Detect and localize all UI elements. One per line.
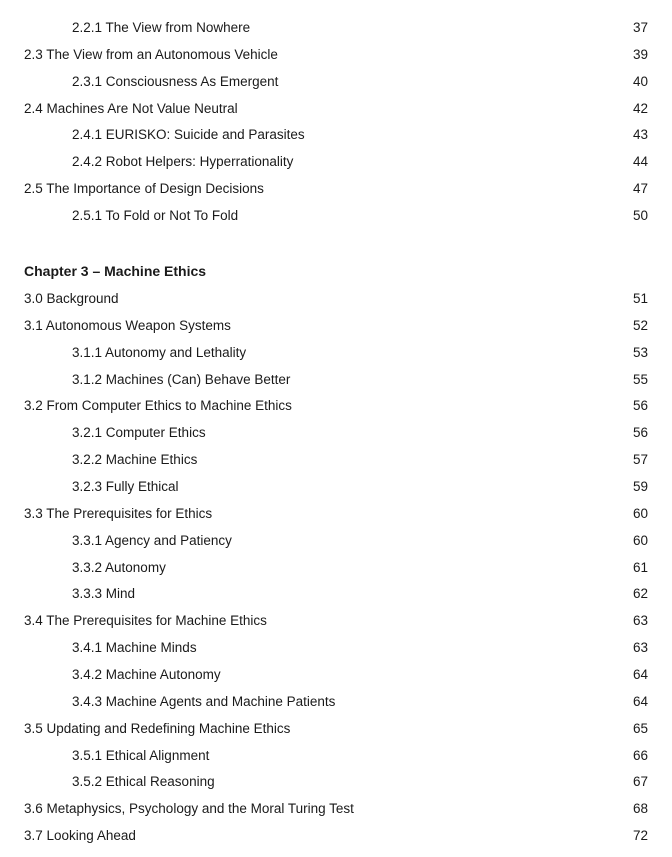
toc-entry-3-5[interactable] (0, 719, 672, 739)
toc-entry-2-5[interactable] (0, 179, 672, 199)
toc-entry-title: 3.2 From Computer Ethics to Machine Ethics (24, 398, 292, 413)
toc-entry-title: 2.3 The View from an Autonomous Vehicle (24, 47, 278, 62)
toc-entry-3-4-1[interactable] (0, 638, 672, 658)
toc-entry-3-2-3[interactable] (0, 477, 672, 497)
toc-entry-title: 3.2.3 Fully Ethical (72, 479, 179, 494)
toc-entry-title: 2.5 The Importance of Design Decisions (24, 181, 264, 196)
toc-entry-title: 2.2.1 The View from Nowhere (72, 20, 251, 35)
toc-entry-3-3[interactable] (0, 504, 672, 524)
toc-entry-title: 3.4.3 Machine Agents and Machine Patients (72, 694, 336, 709)
toc-entry-title: 3.3.3 Mind (72, 586, 136, 601)
toc-entry-title: 3.1.1 Autonomy and Lethality (72, 345, 247, 360)
toc-entry-3-4-3[interactable] (0, 692, 672, 712)
toc-entry-title: 3.5 Updating and Redefining Machine Ethics (24, 721, 291, 736)
toc-entry-page: 57 (632, 452, 648, 467)
toc-entry-3-3-2[interactable] (0, 558, 672, 578)
toc-entry-title: 2.4.1 EURISKO: Suicide and Parasites (72, 127, 305, 142)
toc-entry-title: 3.2.1 Computer Ethics (72, 425, 206, 440)
toc-entry-page: 56 (632, 398, 648, 413)
toc-entry-title: 3.4.2 Machine Autonomy (72, 667, 221, 682)
toc-entry-page: 72 (632, 828, 648, 843)
toc-entry-page: 62 (632, 586, 648, 601)
toc-entry-3-1-1[interactable] (0, 343, 672, 363)
toc-entry-page: 51 (632, 291, 648, 306)
toc-entry-title: 2.3.1 Consciousness As Emergent (72, 74, 279, 89)
toc-entry-title: 3.1 Autonomous Weapon Systems (24, 318, 231, 333)
toc-entry-3-2-2[interactable] (0, 450, 672, 470)
toc-entry-3-5-1[interactable] (0, 746, 672, 766)
toc-entry-2-3[interactable] (0, 45, 672, 65)
toc-entry-title: 3.6 Metaphysics, Psychology and the Moral Turing Test (24, 801, 354, 816)
toc-entry-2-2-1[interactable] (0, 18, 672, 38)
toc-entry-page: 65 (632, 721, 648, 736)
toc-entry-3-1[interactable] (0, 316, 672, 336)
toc-entry-page: 67 (632, 774, 648, 789)
toc-entry-page: 64 (632, 694, 648, 709)
toc-entry-title: 3.7 Looking Ahead (24, 828, 136, 843)
toc-entry-title: 3.3 The Prerequisites for Ethics (24, 506, 213, 521)
toc-entry-3-1-2[interactable] (0, 370, 672, 390)
toc-entry-page: 37 (632, 20, 648, 35)
toc-entry-2-4-2[interactable] (0, 152, 672, 172)
chapter-heading: Chapter 3 – Machine Ethics (24, 263, 207, 279)
toc-entry-page: 42 (632, 101, 648, 116)
toc-entry-page: 60 (632, 533, 648, 548)
toc-entry-page: 43 (632, 127, 648, 142)
toc-entry-page: 44 (632, 154, 648, 169)
toc-entry-title: 3.1.2 Machines (Can) Behave Better (72, 372, 291, 387)
toc-entry-page: 66 (632, 748, 648, 763)
toc-entry-title: 2.5.1 To Fold or Not To Fold (72, 208, 239, 223)
toc-entry-title: 2.4 Machines Are Not Value Neutral (24, 101, 238, 116)
toc-entry-2-4[interactable] (0, 99, 672, 119)
toc-entry-title: 3.4.1 Machine Minds (72, 640, 197, 655)
toc-entry-page: 50 (632, 208, 648, 223)
toc-entry-page: 68 (632, 801, 648, 816)
toc-entry-3-2[interactable] (0, 396, 672, 416)
toc-entry-page: 59 (632, 479, 648, 494)
toc-entry-title: 3.3.2 Autonomy (72, 560, 166, 575)
toc-entry-3-4[interactable] (0, 611, 672, 631)
toc-entry-title: 3.3.1 Agency and Patiency (72, 533, 232, 548)
toc-entry-3-4-2[interactable] (0, 665, 672, 685)
toc-entry-2-4-1[interactable] (0, 125, 672, 145)
toc-entry-3-7[interactable] (0, 826, 672, 846)
toc-entry-page: 47 (632, 181, 648, 196)
toc-entry-3-3-3[interactable] (0, 584, 672, 604)
toc-entry-page: 39 (632, 47, 648, 62)
toc-entry-page: 56 (632, 425, 648, 440)
toc-entry-title: 3.0 Background (24, 291, 119, 306)
toc-entry-title: 3.5.2 Ethical Reasoning (72, 774, 215, 789)
toc-entry-title: 3.2.2 Machine Ethics (72, 452, 198, 467)
toc-entry-3-6[interactable] (0, 799, 672, 819)
toc-entry-title: 3.4 The Prerequisites for Machine Ethics (24, 613, 267, 628)
toc-entry-3-5-2[interactable] (0, 772, 672, 792)
toc-entry-title: 3.5.1 Ethical Alignment (72, 748, 210, 763)
toc-entry-page: 55 (632, 372, 648, 387)
toc-entry-page: 64 (632, 667, 648, 682)
toc-entry-2-5-1[interactable] (0, 206, 672, 226)
toc-entry-page: 53 (632, 345, 648, 360)
toc-entry-page: 63 (632, 613, 648, 628)
toc-entry-3-0[interactable] (0, 289, 672, 309)
toc-entry-page: 60 (632, 506, 648, 521)
toc-entry-page: 61 (632, 560, 648, 575)
toc-entry-page: 40 (632, 74, 648, 89)
toc-entry-title: 2.4.2 Robot Helpers: Hyperrationality (72, 154, 294, 169)
toc-entry-3-2-1[interactable] (0, 423, 672, 443)
toc-entry-page: 52 (632, 318, 648, 333)
toc-entry-3-3-1[interactable] (0, 531, 672, 551)
toc-entry-page: 63 (632, 640, 648, 655)
toc-entry-2-3-1[interactable] (0, 72, 672, 92)
